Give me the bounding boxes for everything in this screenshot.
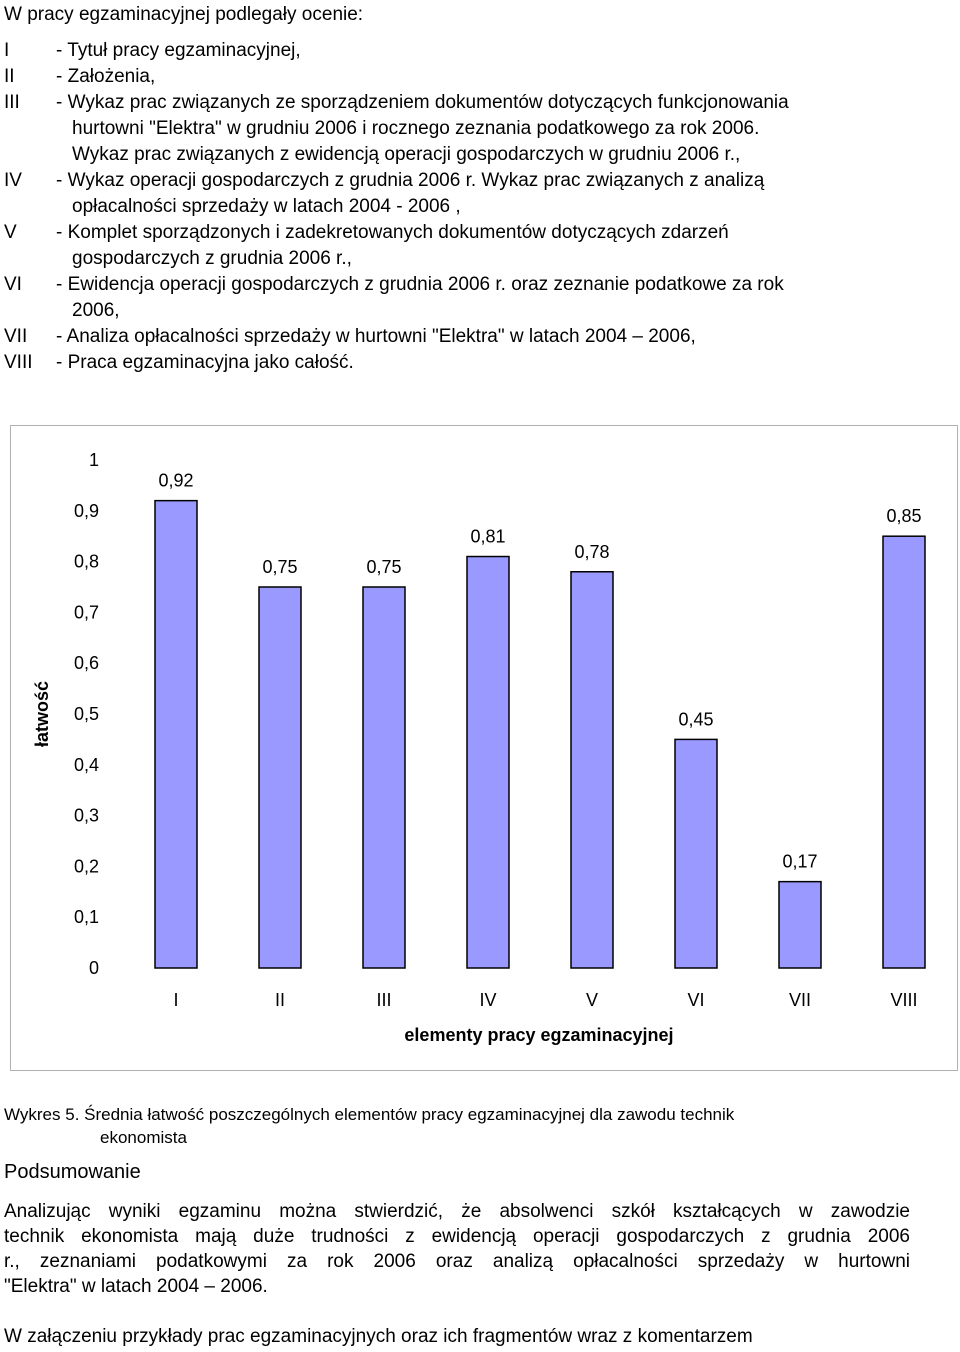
bar (883, 536, 925, 968)
y-tick-label: 0,6 (73, 653, 99, 674)
element-row (4, 350, 954, 376)
element-description-line: - Wykaz operacji gospodarczych z grudnia 2006 r. Wykaz prac związanych z analizą (56, 170, 765, 191)
caption-line-1: Wykres 5. Średnia łatwość poszczególnych elementów pracy egzaminacyjnej dla zawodu technik (4, 1105, 735, 1124)
element-row (4, 38, 954, 64)
bar (155, 501, 197, 968)
x-tick-label: VI (687, 990, 705, 1010)
y-tick-label: 0,2 (73, 856, 99, 877)
element-row (4, 168, 954, 220)
data-label: 0,85 (886, 506, 922, 527)
summary-line: "Elektra" w latach 2004 – 2006. (4, 1276, 268, 1297)
x-axis-label: elementy pracy egzaminacyjnej (404, 1025, 674, 1045)
element-description (56, 220, 954, 272)
bar (571, 572, 613, 968)
bar-chart (11, 426, 957, 1070)
element-row (4, 220, 954, 272)
x-tick-label: VIII (890, 990, 918, 1010)
element-description-line: gospodarczych z grudnia 2006 r., (72, 248, 352, 269)
element-description-line: hurtowni "Elektra" w grudniu 2006 i rocznego zeznania podatkowego za rok 2006. (72, 118, 760, 139)
y-tick-label: 0 (88, 958, 99, 978)
y-tick-label: 0,8 (73, 551, 99, 572)
data-label: 0,45 (678, 709, 714, 730)
data-label: 0,78 (574, 541, 610, 562)
data-label: 0,81 (470, 526, 506, 547)
element-number: VI (4, 274, 22, 295)
element-description (56, 324, 954, 350)
element-number: IV (4, 170, 22, 191)
bar (779, 882, 821, 968)
element-description-line: - Tytuł pracy egzaminacyjnej, (56, 40, 301, 61)
x-tick-label: II (274, 990, 286, 1010)
summary-line: Analizując wyniki egzaminu można stwierdzić, że absolwenci szkół kształcących w zawodzie (4, 1201, 910, 1222)
element-number: VIII (4, 352, 33, 373)
element-row (4, 324, 954, 350)
bar (259, 587, 301, 968)
element-description (56, 350, 954, 376)
element-description-line: - Założenia, (56, 66, 156, 87)
element-description-line: - Praca egzaminacyjna jako całość. (56, 352, 354, 373)
caption-line-2: ekonomista (100, 1128, 187, 1147)
element-number: V (4, 222, 17, 243)
data-label: 0,92 (158, 470, 194, 491)
elements-list (4, 38, 954, 376)
element-number: III (4, 92, 20, 113)
element-description (56, 90, 954, 168)
y-tick-label: 0,4 (73, 754, 99, 775)
y-tick-label: 0,1 (73, 907, 99, 928)
element-row (4, 272, 954, 324)
chart-caption (4, 1103, 934, 1149)
element-description (56, 64, 954, 90)
element-number: I (4, 40, 10, 61)
y-tick-label: 1 (88, 450, 99, 470)
data-label: 0,75 (262, 557, 298, 577)
summary-line: r., zeznaniami podatkowymi za rok 2006 oraz analizą opłacalności sprzedaży w hurtowni (4, 1251, 910, 1272)
x-tick-label: IV (479, 990, 497, 1010)
x-tick-label: V (585, 990, 599, 1010)
element-description (56, 168, 954, 220)
summary-line: technik ekonomista mają duże trudności z ewidencją operacji gospodarczych z grudnia 2006 (4, 1226, 910, 1247)
y-tick-label: 0,5 (73, 704, 99, 724)
x-tick-label: VII (788, 990, 812, 1010)
element-number: II (4, 66, 15, 87)
chart-frame (10, 425, 958, 1071)
y-tick-label: 0,3 (73, 805, 99, 826)
element-description-line: - Ewidencja operacji gospodarczych z grudnia 2006 r. oraz zeznanie podatkowe za rok (56, 274, 784, 295)
section-heading: Podsumowanie (4, 1161, 141, 1183)
x-tick-label: I (173, 990, 179, 1010)
element-number: VII (4, 326, 28, 347)
bar (467, 557, 509, 968)
element-description-line: Wykaz prac związanych z ewidencją operacji gospodarczych w grudniu 2006 r., (72, 144, 741, 165)
element-description-line: - Komplet sporządzonych i zadekretowanych dokumentów dotyczących zdarzeń (56, 222, 729, 243)
y-tick-label: 0,9 (73, 500, 99, 521)
element-description-line: - Wykaz prac związanych ze sporządzeniem dokumentów dotyczących funkcjonowania (56, 92, 789, 113)
element-description-line: 2006, (72, 300, 120, 321)
bar (675, 739, 717, 968)
element-description (56, 38, 954, 64)
y-tick-label: 0,7 (73, 602, 99, 623)
element-row (4, 64, 954, 90)
summary-paragraph (4, 1199, 910, 1299)
element-description (56, 272, 954, 324)
data-label: 0,75 (366, 557, 402, 577)
data-label: 0,17 (782, 851, 818, 872)
element-description-line: opłacalności sprzedaży w latach 2004 - 2006 , (72, 196, 461, 217)
bar (363, 587, 405, 968)
closing-text: W załączeniu przykłady prac egzaminacyjnych oraz ich fragmentów wraz z komentarzem (4, 1326, 753, 1347)
element-row (4, 90, 954, 168)
y-axis-label: łatwość (32, 680, 52, 748)
intro-text: W pracy egzaminacyjnej podlegały ocenie: (4, 4, 364, 25)
x-tick-label: III (376, 990, 392, 1010)
element-description-line: - Analiza opłacalności sprzedaży w hurtowni "Elektra" w latach 2004 – 2006, (56, 326, 696, 347)
